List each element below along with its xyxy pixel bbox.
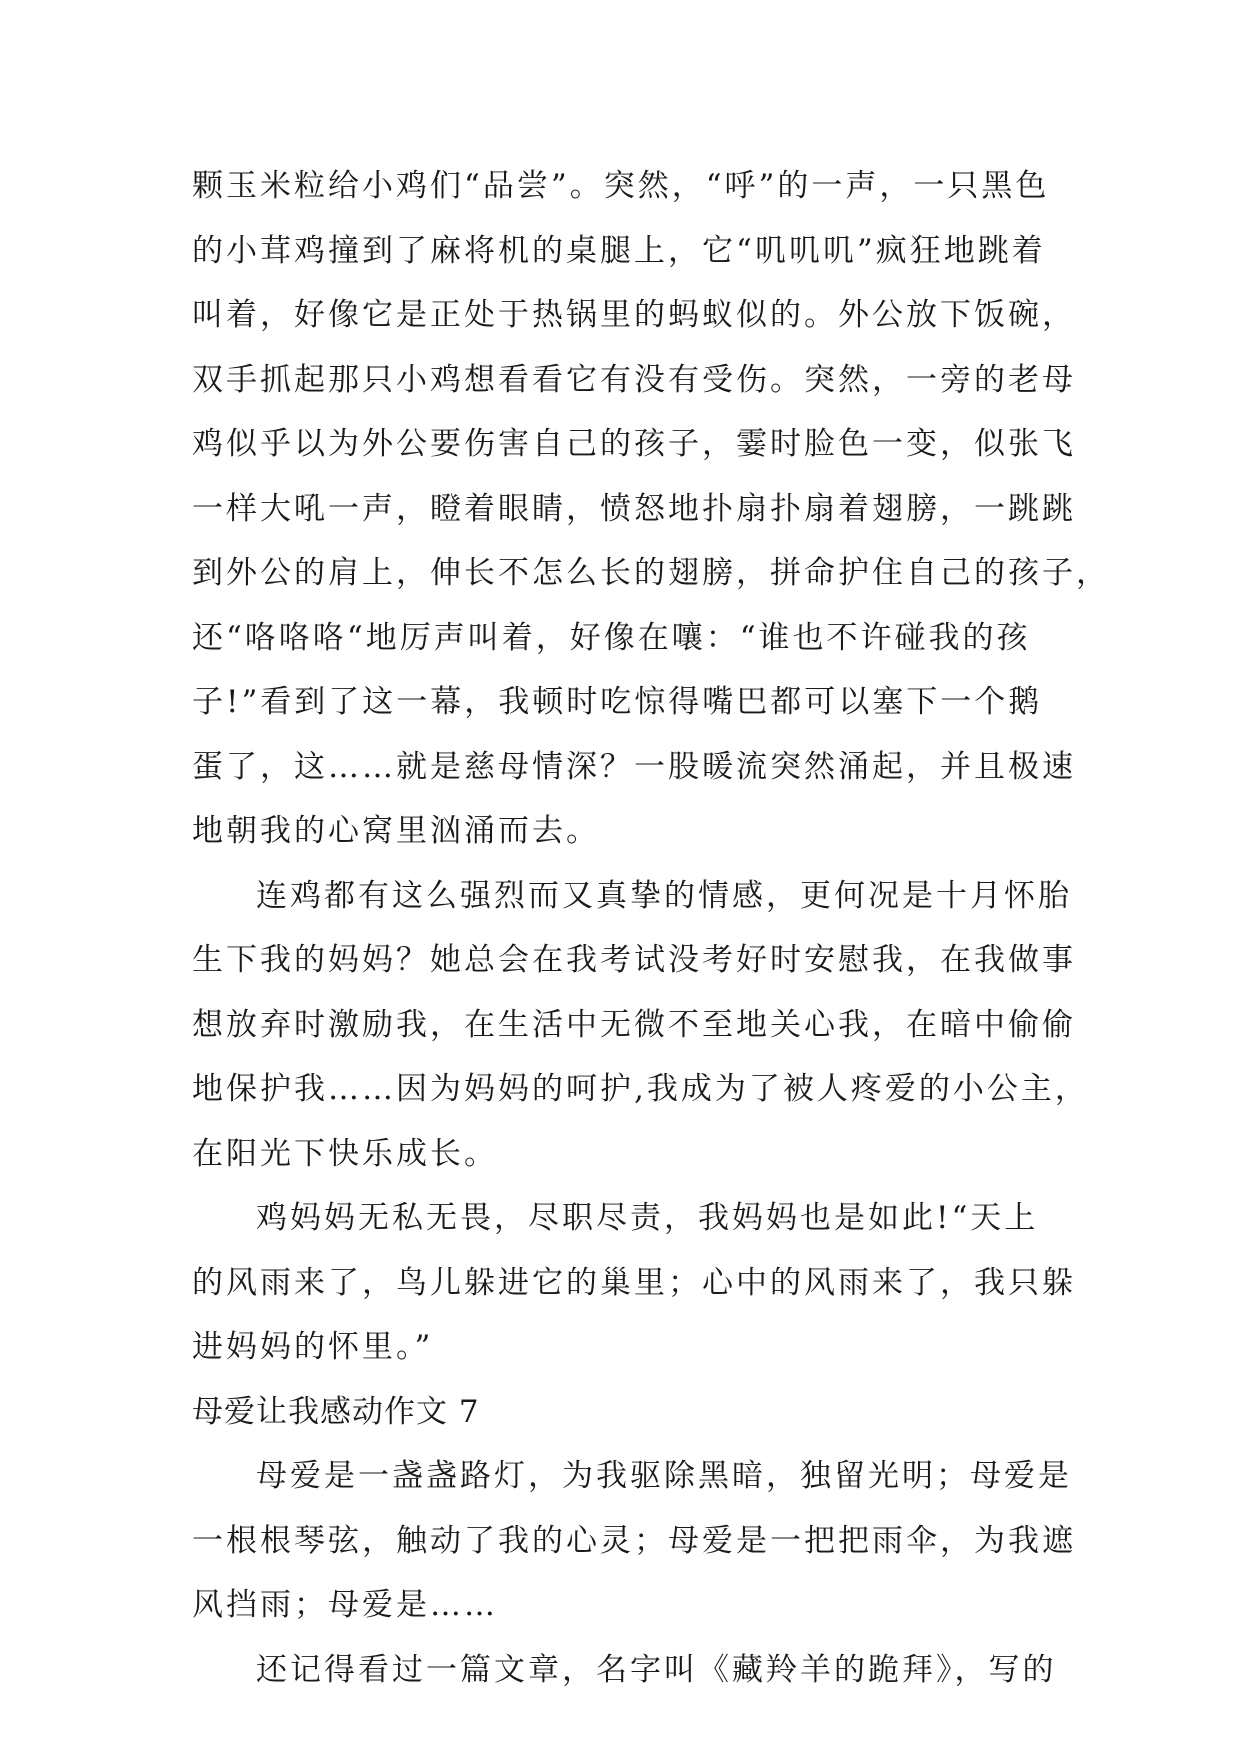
text-line: 进妈妈的怀里。” — [192, 1329, 434, 1365]
text-line: 还“咯咯咯“地厉声叫着，好像在嚷：“谁也不许碰我的孩 — [192, 619, 1031, 656]
text-line: 到外公的肩上，伸长不怎么长的翅膀，拼命护住自己的孩子， — [192, 555, 1110, 591]
text-line: 地保护我……因为妈妈的呵护,我成为了被人疼爱的小公主， — [192, 1071, 1089, 1107]
text-line: 一根根琴弦，触动了我的心灵；母爱是一把把雨伞，为我遮 — [192, 1522, 1076, 1559]
document-body — [192, 154, 1110, 1702]
text-line: 双手抓起那只小鸡想看看它有没有受伤。突然，一旁的老母 — [192, 361, 1076, 398]
text-line: 颗玉米粒给小鸡们“品尝”。突然，“呼”的一声，一只黑色 — [192, 168, 1050, 204]
paragraph-first-line: 还记得看过一篇文章，名字叫《藏羚羊的跪拜》，写的 — [256, 1651, 1057, 1688]
text-line: 蛋了，这……就是慈母情深？一股暖流突然涌起，并且极速 — [192, 748, 1076, 785]
paragraph-first-line: 连鸡都有这么强烈而又真挚的情感，更何况是十月怀胎 — [256, 877, 1072, 914]
text-line: 在阳光下快乐成长。 — [192, 1135, 498, 1172]
text-line: 的小茸鸡撞到了麻将机的桌腿上，它“叽叽叽”疯狂地跳着 — [192, 232, 1046, 269]
text-line: 的风雨来了，鸟儿躲进它的巢里；心中的风雨来了，我只躲 — [192, 1264, 1076, 1301]
section-heading: 母爱让我感动作文 7 — [192, 1393, 480, 1430]
text-line: 生下我的妈妈？她总会在我考试没考好时安慰我，在我做事 — [192, 942, 1076, 978]
text-line: 一样大吼一声，瞪着眼睛，愤怒地扑扇扑扇着翅膀，一跳跳 — [192, 490, 1076, 527]
text-line: 想放弃时激励我，在生活中无微不至地关心我，在暗中偷偷 — [192, 1006, 1076, 1043]
text-line: 地朝我的心窝里汹涌而去。 — [192, 813, 600, 849]
text-line: 子!”看到了这一幕，我顿时吃惊得嘴巴都可以塞下一个鹅 — [192, 684, 1043, 720]
paragraph-first-line: 母爱是一盏盏路灯，为我驱除黑暗，独留光明；母爱是 — [256, 1458, 1072, 1494]
text-line: 鸡似乎以为外公要伤害自己的孩子，霎时脸色一变，似张飞 — [192, 426, 1076, 462]
text-line: 风挡雨；母爱是…… — [192, 1587, 498, 1623]
text-line: 叫着，好像它是正处于热锅里的蚂蚁似的。外公放下饭碗， — [192, 297, 1076, 333]
paragraph-first-line: 鸡妈妈无私无畏，尽职尽责，我妈妈也是如此!“天上 — [256, 1200, 1039, 1236]
